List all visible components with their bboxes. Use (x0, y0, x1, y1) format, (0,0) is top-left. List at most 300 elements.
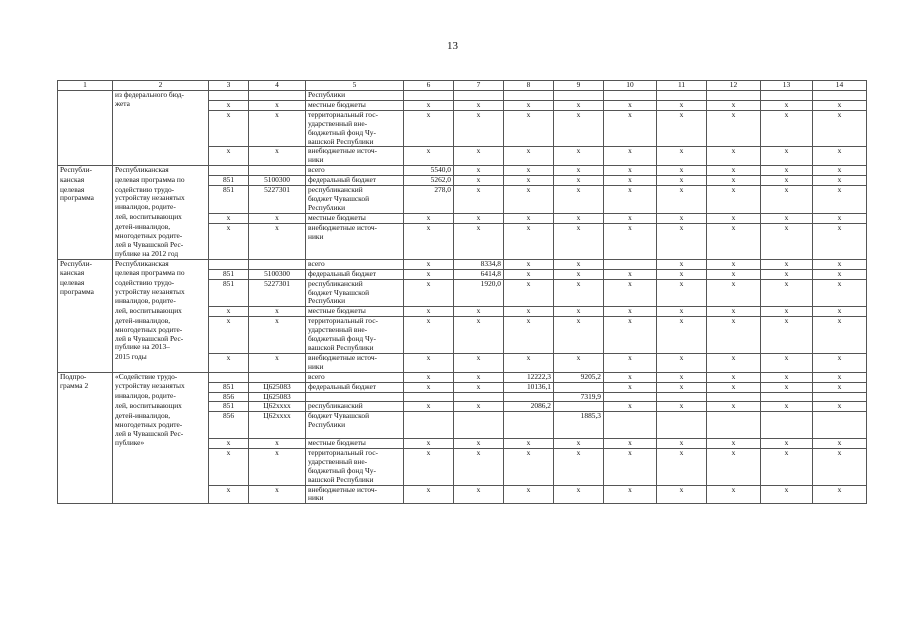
funding-source-cell: внебюджетные источ- ники (306, 485, 404, 504)
value-cell: х (761, 176, 813, 186)
value-cell (604, 392, 657, 402)
target-article-cell: 5227301 (249, 279, 306, 307)
value-cell: х (554, 147, 604, 166)
value-cell: х (404, 402, 454, 412)
column-number-cell: 2 (113, 81, 209, 91)
program-name-cell: жета (113, 100, 209, 110)
funding-source-cell: бюджет Чувашской Республики (306, 412, 404, 439)
value-cell: х (761, 223, 813, 259)
value-cell: 1885,3 (554, 412, 604, 439)
value-cell: х (657, 353, 707, 372)
grbs-code-cell: х (209, 110, 249, 147)
program-name-cell: целевая программа по (113, 176, 209, 186)
value-cell: х (554, 223, 604, 259)
program-name-cell (113, 448, 209, 485)
value-cell: х (657, 307, 707, 317)
value-cell: х (554, 448, 604, 485)
value-cell: х (454, 485, 504, 504)
table-row (58, 448, 867, 485)
value-cell: х (813, 307, 867, 317)
table-row (58, 372, 867, 382)
value-cell: х (657, 186, 707, 214)
value-cell: х (657, 439, 707, 449)
funding-source-cell: всего (306, 166, 404, 176)
value-cell: х (813, 269, 867, 279)
value-cell: х (554, 279, 604, 307)
funding-source-cell: республиканский бюджет Чувашской Республики (306, 279, 404, 307)
value-cell: х (554, 353, 604, 372)
value-cell: х (604, 317, 657, 354)
table-row (58, 382, 867, 392)
target-article-cell: х (249, 110, 306, 147)
value-cell: х (761, 317, 813, 354)
value-cell: х (604, 307, 657, 317)
budget-table (57, 80, 867, 504)
grbs-code-cell: 856 (209, 392, 249, 402)
table-row (58, 485, 867, 504)
program-name-cell: лей, воспитывающих (113, 307, 209, 317)
program-name-cell: детей-инвалидов, многодетных родите- лей в Чувашской Рес- публике на 2012 год (113, 223, 209, 259)
value-cell (404, 412, 454, 439)
program-type-cell: канская (58, 269, 113, 279)
grbs-code-cell: 851 (209, 269, 249, 279)
grbs-code-cell: х (209, 317, 249, 354)
target-article-cell (249, 91, 306, 101)
value-cell: х (554, 269, 604, 279)
value-cell: х (454, 317, 504, 354)
column-number-cell: 1 (58, 81, 113, 91)
grbs-code-cell (209, 91, 249, 101)
target-article-cell: Ц625083 (249, 392, 306, 402)
value-cell: х (761, 100, 813, 110)
value-cell: х (454, 176, 504, 186)
value-cell: 8334,8 (454, 259, 504, 269)
value-cell: 7319,9 (554, 392, 604, 402)
column-number-cell: 11 (657, 81, 707, 91)
value-cell: х (554, 307, 604, 317)
value-cell: х (707, 372, 761, 382)
value-cell: х (404, 307, 454, 317)
target-article-cell: Ц62хххх (249, 412, 306, 439)
value-cell: х (657, 110, 707, 147)
value-cell: х (761, 186, 813, 214)
column-number-cell: 6 (404, 81, 454, 91)
value-cell (454, 412, 504, 439)
grbs-code-cell: х (209, 439, 249, 449)
target-article-cell: х (249, 100, 306, 110)
value-cell: х (604, 402, 657, 412)
value-cell: х (761, 448, 813, 485)
target-article-cell (249, 166, 306, 176)
value-cell: х (813, 353, 867, 372)
value-cell: х (707, 353, 761, 372)
value-cell: х (504, 100, 554, 110)
value-cell: х (404, 100, 454, 110)
value-cell: 6414,8 (454, 269, 504, 279)
program-type-cell (58, 91, 113, 101)
target-article-cell: х (249, 317, 306, 354)
value-cell: х (761, 166, 813, 176)
value-cell: х (707, 307, 761, 317)
value-cell: х (657, 100, 707, 110)
table-row (58, 307, 867, 317)
value-cell: 278,0 (404, 186, 454, 214)
value-cell: х (707, 213, 761, 223)
page-number: 13 (447, 40, 458, 52)
value-cell: х (454, 110, 504, 147)
value-cell (761, 392, 813, 402)
target-article-cell: х (249, 485, 306, 504)
value-cell: х (454, 372, 504, 382)
value-cell: х (504, 279, 554, 307)
value-cell: х (813, 176, 867, 186)
value-cell: х (404, 223, 454, 259)
value-cell: х (504, 448, 554, 485)
program-type-cell: грамма 2 (58, 382, 113, 392)
grbs-code-cell (209, 372, 249, 382)
value-cell: х (657, 317, 707, 354)
value-cell: х (404, 259, 454, 269)
value-cell: х (554, 485, 604, 504)
value-cell: х (761, 402, 813, 412)
value-cell: х (657, 223, 707, 259)
value-cell: х (707, 259, 761, 269)
value-cell: х (504, 307, 554, 317)
grbs-code-cell: х (209, 223, 249, 259)
program-name-cell: из федерального бюд- (113, 91, 209, 101)
value-cell: х (404, 372, 454, 382)
value-cell: х (454, 213, 504, 223)
value-cell (707, 392, 761, 402)
value-cell: х (504, 353, 554, 372)
value-cell: х (707, 269, 761, 279)
value-cell: х (813, 279, 867, 307)
value-cell (504, 91, 554, 101)
value-cell: х (761, 147, 813, 166)
value-cell (657, 392, 707, 402)
value-cell: х (761, 259, 813, 269)
column-number-cell: 5 (306, 81, 404, 91)
value-cell: х (813, 223, 867, 259)
value-cell: х (404, 353, 454, 372)
program-name-cell: содействию трудо- устройству незанятых инвалидов, родите- (113, 186, 209, 214)
value-cell (604, 259, 657, 269)
target-article-cell: х (249, 353, 306, 372)
funding-source-cell: местные бюджеты (306, 439, 404, 449)
value-cell: 2086,2 (504, 402, 554, 412)
value-cell: х (604, 176, 657, 186)
funding-source-cell: всего (306, 259, 404, 269)
value-cell: х (761, 269, 813, 279)
table-row (58, 392, 867, 402)
funding-source-cell (306, 392, 404, 402)
table-row (58, 412, 867, 439)
program-name-cell: лей, воспитывающих (113, 402, 209, 412)
value-cell: 10136,1 (504, 382, 554, 392)
program-type-cell (58, 439, 113, 449)
table-row (58, 166, 867, 176)
value-cell: х (404, 317, 454, 354)
value-cell: х (504, 176, 554, 186)
program-type-cell (58, 100, 113, 110)
funding-source-cell: федеральный бюджет (306, 176, 404, 186)
program-type-cell: целевая программа (58, 279, 113, 307)
value-cell: х (454, 353, 504, 372)
value-cell: х (707, 186, 761, 214)
value-cell: х (404, 213, 454, 223)
value-cell (761, 412, 813, 439)
table-row (58, 259, 867, 269)
value-cell: х (504, 269, 554, 279)
target-article-cell: х (249, 213, 306, 223)
program-name-cell (113, 110, 209, 147)
value-cell: х (504, 223, 554, 259)
value-cell: х (504, 259, 554, 269)
value-cell (454, 91, 504, 101)
value-cell (504, 392, 554, 402)
target-article-cell: 5100300 (249, 269, 306, 279)
program-type-cell (58, 223, 113, 259)
table-row (58, 353, 867, 372)
value-cell: х (707, 402, 761, 412)
value-cell: х (707, 439, 761, 449)
column-number-cell: 3 (209, 81, 249, 91)
value-cell: х (554, 166, 604, 176)
grbs-code-cell: х (209, 147, 249, 166)
table-row (58, 110, 867, 147)
value-cell (504, 412, 554, 439)
program-type-cell: Республи- (58, 166, 113, 176)
value-cell: х (761, 307, 813, 317)
value-cell: х (604, 485, 657, 504)
value-cell: 9205,2 (554, 372, 604, 382)
value-cell: х (454, 439, 504, 449)
value-cell: х (707, 100, 761, 110)
value-cell (604, 91, 657, 101)
grbs-code-cell: 851 (209, 176, 249, 186)
table-row (58, 100, 867, 110)
header-row (58, 81, 867, 91)
grbs-code-cell: 851 (209, 402, 249, 412)
value-cell: х (761, 110, 813, 147)
value-cell: х (454, 307, 504, 317)
value-cell: х (813, 147, 867, 166)
value-cell: х (657, 147, 707, 166)
value-cell: х (504, 439, 554, 449)
grbs-code-cell: х (209, 353, 249, 372)
program-type-cell (58, 392, 113, 402)
funding-source-cell: внебюджетные источ- ники (306, 147, 404, 166)
program-type-cell (58, 412, 113, 439)
value-cell: х (454, 186, 504, 214)
value-cell: х (657, 166, 707, 176)
target-article-cell: Ц625083 (249, 382, 306, 392)
value-cell: х (707, 166, 761, 176)
value-cell: х (813, 372, 867, 382)
value-cell: х (813, 402, 867, 412)
value-cell (554, 91, 604, 101)
program-type-cell (58, 307, 113, 317)
value-cell: х (504, 147, 554, 166)
target-article-cell: х (249, 439, 306, 449)
program-name-cell (113, 485, 209, 504)
value-cell (813, 392, 867, 402)
funding-source-cell: внебюджетные источ- ники (306, 353, 404, 372)
value-cell: х (454, 402, 504, 412)
value-cell (761, 91, 813, 101)
value-cell: х (657, 382, 707, 392)
value-cell: х (707, 223, 761, 259)
target-article-cell: х (249, 307, 306, 317)
funding-source-cell: федеральный бюджет (306, 269, 404, 279)
value-cell: х (761, 382, 813, 392)
value-cell: х (813, 317, 867, 354)
table-row (58, 147, 867, 166)
table-row (58, 269, 867, 279)
grbs-code-cell: х (209, 213, 249, 223)
column-number-cell: 4 (249, 81, 306, 91)
funding-source-cell: местные бюджеты (306, 213, 404, 223)
value-cell: х (454, 147, 504, 166)
program-name-cell: инвалидов, родите- (113, 392, 209, 402)
value-cell: х (707, 317, 761, 354)
value-cell: х (404, 439, 454, 449)
value-cell: 5540,0 (404, 166, 454, 176)
table-row (58, 439, 867, 449)
target-article-cell: 5100300 (249, 176, 306, 186)
value-cell: х (761, 485, 813, 504)
value-cell: х (404, 448, 454, 485)
funding-source-cell: территориальный гос- ударственный вне- бюджетный фонд Чу- вашской Республики (306, 317, 404, 354)
value-cell: х (604, 372, 657, 382)
value-cell: х (813, 259, 867, 269)
value-cell (454, 392, 504, 402)
program-name-cell: устройству незанятых (113, 382, 209, 392)
value-cell: х (657, 279, 707, 307)
value-cell: х (813, 100, 867, 110)
value-cell: х (504, 213, 554, 223)
value-cell: х (707, 279, 761, 307)
program-type-cell (58, 147, 113, 166)
value-cell: х (761, 439, 813, 449)
table-row (58, 279, 867, 307)
value-cell: х (604, 213, 657, 223)
value-cell: х (813, 110, 867, 147)
value-cell: х (657, 372, 707, 382)
value-cell: х (604, 448, 657, 485)
value-cell: х (604, 269, 657, 279)
value-cell: х (657, 448, 707, 485)
grbs-code-cell: 851 (209, 279, 249, 307)
value-cell: х (604, 100, 657, 110)
value-cell: х (813, 485, 867, 504)
value-cell: х (554, 213, 604, 223)
value-cell: х (707, 176, 761, 186)
column-number-cell: 9 (554, 81, 604, 91)
value-cell: х (454, 448, 504, 485)
program-type-cell (58, 402, 113, 412)
grbs-code-cell: х (209, 307, 249, 317)
column-number-cell: 8 (504, 81, 554, 91)
target-article-cell: х (249, 448, 306, 485)
value-cell: х (554, 439, 604, 449)
value-cell: 1920,0 (454, 279, 504, 307)
program-name-cell: Республиканская (113, 166, 209, 176)
program-type-cell (58, 485, 113, 504)
column-number-cell: 7 (454, 81, 504, 91)
value-cell (404, 91, 454, 101)
value-cell: х (657, 213, 707, 223)
value-cell: х (657, 269, 707, 279)
value-cell (707, 91, 761, 101)
value-cell: х (504, 110, 554, 147)
value-cell (813, 412, 867, 439)
value-cell (404, 392, 454, 402)
funding-source-cell: местные бюджеты (306, 100, 404, 110)
grbs-code-cell: 851 (209, 382, 249, 392)
value-cell: х (454, 166, 504, 176)
value-cell: х (554, 259, 604, 269)
value-cell (707, 412, 761, 439)
value-cell: х (454, 100, 504, 110)
program-name-cell: публике» (113, 439, 209, 449)
value-cell: х (404, 147, 454, 166)
program-type-cell: канская (58, 176, 113, 186)
value-cell: х (504, 186, 554, 214)
grbs-code-cell (209, 166, 249, 176)
program-type-cell (58, 317, 113, 354)
value-cell: х (604, 353, 657, 372)
program-type-cell (58, 213, 113, 223)
value-cell: х (604, 147, 657, 166)
table-row (58, 317, 867, 354)
value-cell: х (657, 402, 707, 412)
program-type-cell: целевая программа (58, 186, 113, 214)
value-cell: х (604, 166, 657, 176)
column-number-cell: 12 (707, 81, 761, 91)
grbs-code-cell: 856 (209, 412, 249, 439)
value-cell: х (404, 279, 454, 307)
grbs-code-cell: х (209, 485, 249, 504)
value-cell (554, 382, 604, 392)
program-type-cell (58, 110, 113, 147)
grbs-code-cell: х (209, 100, 249, 110)
funding-source-cell: республиканский бюджет Чувашской Республики (306, 186, 404, 214)
funding-source-cell: территориальный гос- ударственный вне- бюджетный фонд Чу- вашской Республики (306, 448, 404, 485)
grbs-code-cell: х (209, 448, 249, 485)
funding-source-cell: республиканский (306, 402, 404, 412)
value-cell: х (404, 485, 454, 504)
value-cell (813, 91, 867, 101)
value-cell: х (404, 382, 454, 392)
value-cell: 12222,3 (504, 372, 554, 382)
column-number-cell: 10 (604, 81, 657, 91)
funding-source-cell: внебюджетные источ- ники (306, 223, 404, 259)
value-cell: х (554, 110, 604, 147)
value-cell: х (761, 353, 813, 372)
value-cell: х (504, 485, 554, 504)
value-cell: х (761, 372, 813, 382)
value-cell: х (404, 110, 454, 147)
value-cell: х (604, 223, 657, 259)
grbs-code-cell (209, 259, 249, 269)
target-article-cell: 5227301 (249, 186, 306, 214)
value-cell: х (454, 223, 504, 259)
value-cell: х (813, 382, 867, 392)
program-type-cell (58, 448, 113, 485)
value-cell: х (813, 166, 867, 176)
program-type-cell: Подпро- (58, 372, 113, 382)
